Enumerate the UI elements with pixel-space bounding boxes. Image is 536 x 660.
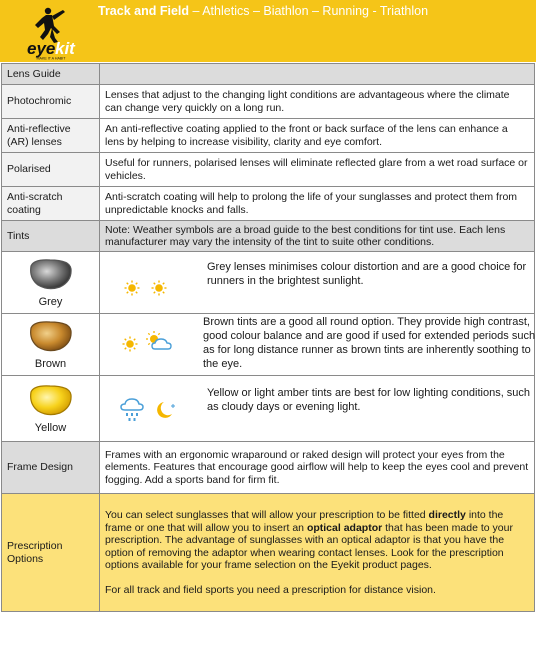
tint-description: Grey lenses minimises colour distortion and are a good choice for runners in the brightest sunlight. xyxy=(207,261,527,287)
eyekit-logo xyxy=(8,4,94,60)
row-label: Polarised xyxy=(2,153,100,187)
row-label: Anti-scratch coating xyxy=(2,187,100,221)
tints-note: Note: Weather symbols are a broad guide to the best conditions for tint use. Each lens manufacturer may vary the intensity of the tint to suite other conditions. xyxy=(100,221,535,252)
tint-description-cell xyxy=(100,376,535,442)
prescription-row xyxy=(2,494,535,612)
grey-swatch-cell xyxy=(2,252,100,314)
tint-name: Yellow xyxy=(34,422,67,434)
grey-lens-icon xyxy=(28,257,74,291)
table-row xyxy=(2,85,535,119)
brown-swatch-cell xyxy=(2,314,100,376)
rain-cloud-icon xyxy=(120,398,144,424)
tint-description-cell xyxy=(100,314,535,376)
row-text: Lenses that adjust to the changing light conditions are advantageous where the climate can change very quickly on a long run. xyxy=(100,85,535,119)
tint-description: Brown tints are a good all round option. They provide high contrast, good colour balance and are good if used for extended periods such as for long distance runner as brown tints are inherently soothing to the eye. xyxy=(203,316,536,370)
row-text: Anti-scratch coating will help to prolong the life of your sunglasses and protect them from unpredictable knocks and falls. xyxy=(100,187,535,221)
tint-row-brown xyxy=(2,314,535,376)
table-row xyxy=(2,153,535,187)
tint-row-grey xyxy=(2,252,535,314)
frame-design-label: Frame Design xyxy=(2,442,100,494)
tints-label: Tints xyxy=(2,221,100,252)
tint-name: Grey xyxy=(38,296,63,308)
table-row xyxy=(2,187,535,221)
prescription-label: Prescription Options xyxy=(2,494,100,612)
prescription-paragraph: You can select sunglasses that will allow your prescription to be fitted directly into the frame or one that will allow you to insert an optical adaptor that has been made to your prescription. The advantage of sunglasses with an optical adaptor is that you have the option of removing the adaptor when wearing contact lenses. Look for the prescription options available for your frame selection on the Eyekit product pages. xyxy=(105,509,513,571)
brown-lens-icon xyxy=(28,319,74,353)
lens-guide-label: Lens Guide xyxy=(2,64,100,85)
page-header xyxy=(0,0,536,62)
svg-text:kit: kit xyxy=(55,39,75,58)
row-text: Useful for runners, polarised lenses will eliminate reflected glare from a wet road surface or vehicles. xyxy=(100,153,535,187)
row-label: Anti-reflective (AR) lenses xyxy=(2,119,100,153)
svg-text:eye: eye xyxy=(27,39,56,58)
prescription-text-cell xyxy=(100,494,535,612)
prescription-note: For all track and field sports you need a prescription for distance vision. xyxy=(105,583,436,596)
sun-icon xyxy=(122,336,138,352)
row-label: Photochromic xyxy=(2,85,100,119)
frame-design-text: Frames with an ergonomic wraparound or raked design will protect your eyes from the elements. Features that encourage good airflow will help to keep the eyes cool and prevent fogging. Add a sports band for firm fit. xyxy=(100,442,535,494)
tint-description: Yellow or light amber tints are best for low lighting conditions, such as cloudy days or evening light. xyxy=(207,387,531,413)
header-title: Track and Field – Athletics – Biathlon – Running - Triathlon xyxy=(98,4,429,18)
yellow-swatch-cell xyxy=(2,376,100,442)
lens-guide-header-blank xyxy=(100,64,535,85)
tint-row-yellow xyxy=(2,376,535,442)
sun-icon xyxy=(151,280,167,296)
moon-icon xyxy=(152,400,178,420)
frame-design-row xyxy=(2,442,535,494)
tint-description-cell xyxy=(100,252,535,314)
lens-guide-table xyxy=(1,63,535,612)
tints-header-row xyxy=(2,221,535,252)
table-row xyxy=(2,119,535,153)
yellow-lens-icon xyxy=(28,383,74,417)
svg-text:MAKE IT A HABIT: MAKE IT A HABIT xyxy=(36,56,66,60)
tint-name: Brown xyxy=(34,358,67,370)
row-text: An anti-reflective coating applied to the front or back surface of the lens can enhance a lens by helping to increase visibility, clarity and eye comfort. xyxy=(100,119,535,153)
sun-cloud-icon xyxy=(144,330,174,352)
sun-icon xyxy=(124,280,140,296)
lens-guide-header-row xyxy=(2,64,535,85)
